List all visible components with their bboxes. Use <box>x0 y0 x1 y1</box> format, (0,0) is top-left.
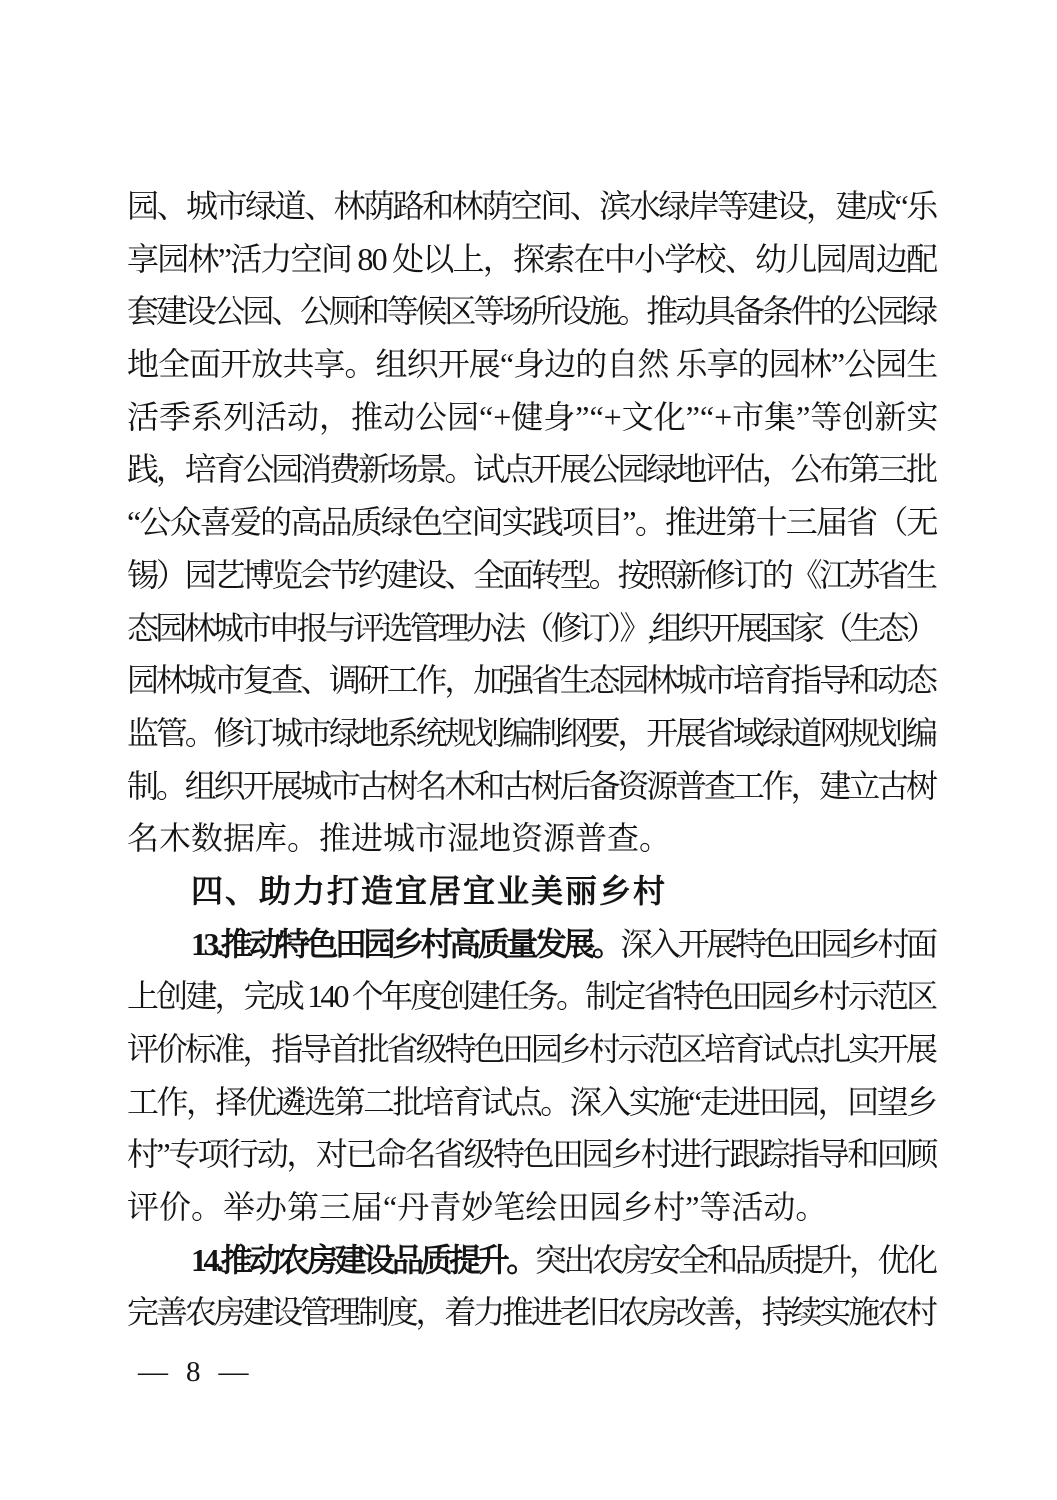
text-line <box>127 602 938 655</box>
text-line <box>127 549 938 602</box>
page-footer <box>138 1352 249 1392</box>
text-segment: “公众喜爱的高品质绿色空间实践项目”。推进第十三届省（无 <box>127 504 937 541</box>
text-segment: 名木数据库。推进城市湿地资源普查。 <box>127 820 672 857</box>
text-segment: 园、城市绿道、林荫路和林荫空间、滨水绿岸等建设，建成“乐 <box>127 188 936 224</box>
text-line <box>127 760 938 813</box>
footer-dash-left: — <box>138 1355 168 1388</box>
text-segment: 锡）园艺博览会节约建设、全面转型。按照新修订的《江苏省生 <box>127 556 935 593</box>
text-line <box>127 1286 938 1339</box>
text-segment: 态园林城市申报与评选管理办法（修订）》,组织开展国家（生态） <box>127 609 935 646</box>
text-segment: 村”专项行动，对已命名省级特色田园乡村进行跟踪指导和回顾 <box>127 1136 936 1173</box>
text-line <box>127 496 938 549</box>
text-line <box>127 233 938 286</box>
footer-dash-right: — <box>218 1355 249 1388</box>
text-segment: 享园林”活力空间 80 处以上，探索在中小学校、幼儿园周边配 <box>127 240 937 277</box>
text-segment: 深入开展特色田园乡村面 <box>620 925 935 962</box>
text-segment: 制。组织开展城市古树名木和古树后备资源普查工作，建立古树 <box>127 767 935 804</box>
text-segment: 园林城市复查、调研工作，加强省生态园林城市培育指导和动态 <box>127 662 935 699</box>
text-line <box>127 1076 938 1129</box>
text-segment: 监管。修订城市绿地系统规划编制纲要，开展省域绿道网规划编 <box>127 714 935 751</box>
text-segment: 践，培育公园消费新场景。试点开展公园绿地评估，公布第三批 <box>127 451 935 488</box>
document-body <box>127 180 938 1339</box>
text-line <box>127 970 938 1023</box>
text-line <box>127 338 938 391</box>
text-line <box>127 654 938 707</box>
text-segment: 评价。举办第三届“丹青妙笔绘田园乡村”等活动。 <box>127 1189 828 1226</box>
text-line <box>127 707 938 760</box>
text-line <box>127 285 938 338</box>
text-segment: 活季系列活动，推动公园“+健身”“+文化”“+市集”等创新实 <box>127 398 939 435</box>
text-segment: 完善农房建设管理制度，着力推进老旧农房改善，持续实施农村 <box>127 1294 935 1331</box>
text-line <box>127 812 938 865</box>
text-segment: 评价标准，指导首批省级特色田园乡村示范区培育试点扎实开展 <box>127 1031 935 1067</box>
page-number: 8 <box>186 1356 201 1388</box>
text-segment: 上创建，完成 140 个年度创建任务。制定省特色田园乡村示范区 <box>127 978 936 1015</box>
text-line <box>127 391 938 444</box>
text-line <box>127 1023 938 1076</box>
text-line <box>127 1181 938 1234</box>
heading-text: 四、助力打造宜居宜业美丽乡村 <box>191 872 668 909</box>
text-line <box>127 180 938 233</box>
text-segment: 突出农房安全和品质提升，优化 <box>534 1241 935 1278</box>
text-line <box>127 1128 938 1181</box>
text-line <box>127 443 938 496</box>
item-title: 13.推动特色田园乡村高质量发展。 <box>191 925 621 962</box>
text-line <box>127 918 938 971</box>
section-heading <box>127 865 938 918</box>
text-segment: 工作，择优遴选第二批培育试点。深入实施“走进田园，回望乡 <box>127 1083 936 1120</box>
item-title: 14.推动农房建设品质提升。 <box>191 1241 535 1278</box>
text-segment: 地全面开放共享。组织开展“身边的自然 乐享的园林”公园生 <box>127 346 938 383</box>
text-line <box>127 1234 938 1287</box>
text-segment: 套建设公园、公厕和等候区等场所设施。推动具备条件的公园绿 <box>127 293 935 330</box>
